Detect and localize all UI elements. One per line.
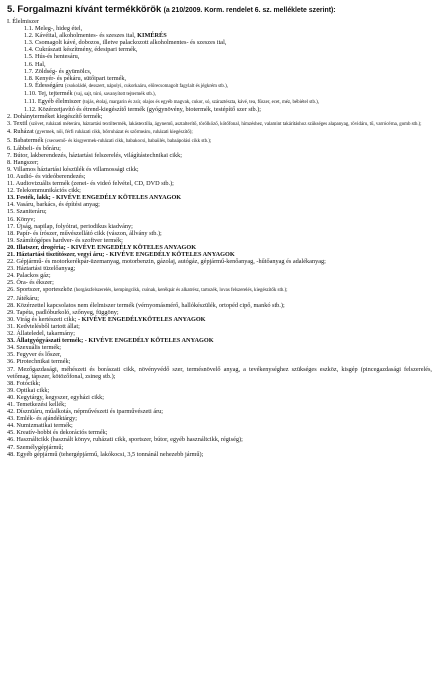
list-item: [7, 387, 432, 394]
list-item: [7, 265, 432, 272]
product-category-list: [7, 18, 432, 458]
bold-text: 13. Festék, lakk; - KIVÉVE ENGEDÉLY KÖTELES ANYAGOK: [7, 194, 182, 202]
detail-text: (horgászfelszerelés, kempingcikk, csónak, kerékpár és alkatrész, tartozék, lovas felszerelés, kiegészítők stb.);: [73, 288, 288, 294]
item-text: 4. Ruházat: [7, 128, 36, 136]
list-item: [7, 208, 432, 215]
item-text: 1.1. Meleg-, hideg étel,: [24, 25, 83, 33]
list-item: [7, 137, 432, 145]
item-text: 27. Játékáru;: [7, 294, 39, 302]
item-text: 23. Háztartási tüzelőanyag;: [7, 265, 76, 273]
item-text: 25. Óra- és ékszer;: [7, 279, 54, 287]
item-text: 17. Újság, napilap, folyóirat, periodikus kiadvány;: [7, 222, 133, 230]
list-item: [7, 201, 432, 208]
item-text: 39. Optikai cikk;: [7, 386, 50, 394]
item-text: 5. Babatermék: [7, 136, 46, 144]
list-item: [7, 216, 432, 223]
list-item: [7, 429, 432, 436]
item-text: 38. Fotócikk;: [7, 379, 41, 387]
detail-text: (szövet, ruházati méteráru, háztartási textiltermék, lakástextília, ágynemű, asztalterítő, törölköző, kötőfonal, hímzéshez, valamint takárításhoz szükséges alapanyag, rövidáru, tű, varrócérna, gomb stb.);: [29, 122, 422, 128]
item-text: 46. Használtcikk (használt könyv, ruházati cikk, sportszer, bútor, egyéb használtcikk, régiség);: [7, 436, 243, 444]
list-item: [7, 279, 432, 286]
sub-list-item: [7, 39, 432, 46]
item-text: 19. Számítógépes hardver- és szoftver termék;: [7, 236, 123, 244]
list-item: [7, 408, 432, 415]
item-text: 10. Audió- és videóberendezés;: [7, 172, 86, 180]
sub-list-item: [7, 82, 432, 90]
sub-list-item: [7, 53, 432, 60]
list-item: [7, 323, 432, 330]
list-item: [7, 295, 432, 302]
list-item: [7, 145, 432, 152]
item-text: 15. Szaniteráru;: [7, 208, 47, 216]
list-item: [7, 436, 432, 443]
item-text: 1.11. Egyéb élelmiszer: [24, 98, 83, 106]
list-item: [7, 152, 432, 159]
sub-list-item: [7, 106, 432, 113]
list-item: [7, 120, 432, 128]
list-item: [7, 358, 432, 365]
list-item: [7, 237, 432, 244]
list-item: [7, 194, 432, 201]
list-item: [7, 180, 432, 187]
sub-list-item: [7, 68, 432, 75]
item-text: 48. Egyéb gépjármű (tehergépjármű, lakókocsi, 3,5 tonnánál nehezebb jármű);: [7, 450, 204, 458]
list-item: [7, 223, 432, 230]
section-heading: [7, 4, 432, 16]
item-text: 12. Telekommunikációs cikk;: [7, 187, 81, 195]
item-text: 1.4. Cukrászati készítmény, édesipari termék,: [24, 46, 138, 54]
item-text: 11. Audiovizuális termék (zenei- és videó felvétel, CD, DVD stb.);: [7, 180, 174, 188]
item-text: 24. Palackos gáz;: [7, 272, 51, 280]
list-item: [7, 251, 432, 258]
list-item: [7, 344, 432, 351]
bold-text: 20. Illatszer, drogéria; - KIVÉVE ENGEDÉLY KÖTELES ANYAGOK: [7, 243, 197, 251]
item-text: 42. Dísznüáru, műalkotás, népművészeti és iparművészeti áru;: [7, 408, 164, 416]
sub-list-item: [7, 32, 432, 39]
list-item: [7, 302, 432, 309]
list-item: [7, 337, 432, 344]
item-text: 44. Numizmatikai termék;: [7, 422, 73, 430]
bold-text: 21. Háztartási tisztítószer, vegyi áru; - KIVÉVE ENGEDÉLY KÖTELES ANYAGOK: [7, 251, 235, 258]
item-text: 14. Vasáru, barkács, és építési anyag;: [7, 201, 100, 209]
item-text: 7. Bútor, lakberendezés, háztartási felszerelés, világítástechnikai cikk;: [7, 151, 183, 159]
sub-list-item: [7, 61, 432, 68]
item-text: 3. Textil: [7, 120, 30, 128]
list-item: [7, 394, 432, 401]
item-text: 8. Hangszer;: [7, 158, 39, 166]
item-text: 18. Papír- és írószer, művészellátó cikk (vászon, állvány stb.);: [7, 229, 162, 237]
item-text: 16. Könyv;: [7, 215, 36, 223]
item-text: 45. Kreatív-hobbi és dekorációs termék;: [7, 429, 108, 437]
item-text: 2. Dohányterméket kiegészítő termék;: [7, 113, 103, 121]
sub-list-item: [7, 90, 432, 98]
item-text: 9. Villamos háztartási készülék és villamossági cikk;: [7, 165, 139, 173]
detail-text: (tojás, étolaj, margarin és zsír, olajos és egyéb magvak, cukor, só, száraztészta, kávé, tea, fűszer, ecet, méz, bébiétel stb.),: [82, 100, 320, 106]
item-text: 26. Sportszer, sporteszköz: [7, 286, 74, 294]
sub-list-item: [7, 75, 432, 82]
item-text: 1.9. Édességáru: [24, 81, 65, 89]
list-item: [7, 258, 432, 265]
list-item: [7, 316, 432, 323]
list-item: [7, 166, 432, 173]
item-text: 1.6. Hal,: [24, 60, 46, 68]
item-text: 1.12. Közérzetjavító és étrend-kiegészítő termék (gyógynövény, biotermék, testépítő szer stb.);: [24, 106, 262, 114]
item-text: 41. Temetkezési kellék;: [7, 400, 66, 408]
bold-text: KIMÉRÉS: [137, 32, 167, 40]
list-item: [7, 351, 432, 358]
sub-list-item: [7, 46, 432, 53]
item-text: 32. Állateledel, takarmány;: [7, 330, 76, 338]
item-text: 6. Lábbeli- és bőráru;: [7, 144, 61, 152]
item-text: 1.2. Kávéital, alkoholmentes- és szeszes ital,: [24, 32, 138, 40]
detail-text: (csokoládé, desszert, nápolyi, cukorkaáru, előrecsomagolt fagylalt és jégkrém stb.),: [64, 83, 228, 89]
bold-text: - KIVÉVE ENGEDÉLYKÖTELES ANYAGOK: [78, 315, 206, 323]
bold-text: 33. Állatgyógyászati termék; - KIVÉVE ENGEDÉLY KÖTELES ANYAGOK: [7, 337, 214, 345]
item-text: 40. Kegytárgy, kegyszer, egyházi cikk;: [7, 393, 104, 401]
item-text: 34. Szexuális termék;: [7, 344, 61, 352]
list-item: [7, 309, 432, 316]
item-text: 1.3. Csomagolt kávé, dobozos, illetve palackozott alkoholmentes- és szeszes ital,: [24, 39, 227, 47]
list-item: [7, 415, 432, 422]
list-item: [7, 230, 432, 237]
detail-text: (vaj, sajt, túró, savanyított tejtermék stb.),: [74, 91, 156, 97]
list-item: [7, 366, 432, 380]
item-text: 47. Személygépjármű;: [7, 443, 64, 451]
item-text: 43. Emlék- és ajándéktárgy;: [7, 415, 78, 423]
item-text: 1.8. Kenyér- és pékáru, sütőipari termék,: [24, 74, 127, 82]
list-item: [7, 173, 432, 180]
list-item: [7, 113, 432, 120]
list-item: [7, 380, 432, 387]
item-text: 1.7. Zöldség- és gyümölcs,: [24, 67, 92, 75]
item-text: 35. Fegyver és lőszer,: [7, 351, 62, 359]
list-item: [7, 401, 432, 408]
list-item: [7, 272, 432, 279]
item-text: 30. Virág és kertészeti cikk;: [7, 315, 79, 323]
list-item: [7, 451, 432, 458]
item-text: 22. Gépjármű- és motorkerékpár-üzemanyag, motorbenzin, gázolaj, autógáz, gépjármű-kenőanyag, -hűtőanyag és adalékanyag;: [7, 258, 326, 266]
item-text: 31. Kedvtelésből tartott állat;: [7, 322, 80, 330]
list-item: [7, 422, 432, 429]
item-text: 36. Pirotechnikai termék;: [7, 358, 71, 366]
item-text: 1.5. Hús-és hentesáru,: [24, 53, 80, 61]
item-text: 1.10. Tej, tejtermék: [24, 89, 75, 97]
list-item: [7, 18, 432, 25]
item-text: 29. Tapéta, padlóburkoló, szőnyeg, függöny;: [7, 308, 119, 316]
list-item: [7, 286, 432, 294]
list-item: [7, 128, 432, 136]
section-title: 5. Forgalmazni kívánt termékkörök: [7, 3, 162, 14]
detail-text: (gyermek, női, férfi ruházati cikk, bőrruházat és szőrmeáru, ruházati kiegészítő);: [35, 130, 193, 136]
list-item: [7, 159, 432, 166]
item-text: 37. Mezőgazdasági, méhészeti és borászati cikk, növényvédő szer, termésnövelő anyag, a tevékenységhez szükséges eszköz, kisgép (pincegazdasági felszerelés, vetőmag, tápszer, kötözőfonal, zsineg stb.);: [7, 365, 432, 380]
detail-text: (csecsemő- és kisgyermek-ruházati cikk, babakocsi, babaülés, babaápolási cikk stb.);: [45, 138, 212, 144]
sub-list-item: [7, 98, 432, 106]
list-item: [7, 244, 432, 251]
section-note: (a 210/2009. Korm. rendelet 6. sz. melléklete szerint):: [163, 7, 336, 14]
item-text: I. Élelmiszer: [7, 18, 39, 25]
list-item: [7, 444, 432, 451]
item-text: 28. Közérzettel kapcsolatos nem élelmiszer termék (vérnyomásmérő, hallókészülék, ortopéd cipő, mankó stb.);: [7, 301, 285, 309]
